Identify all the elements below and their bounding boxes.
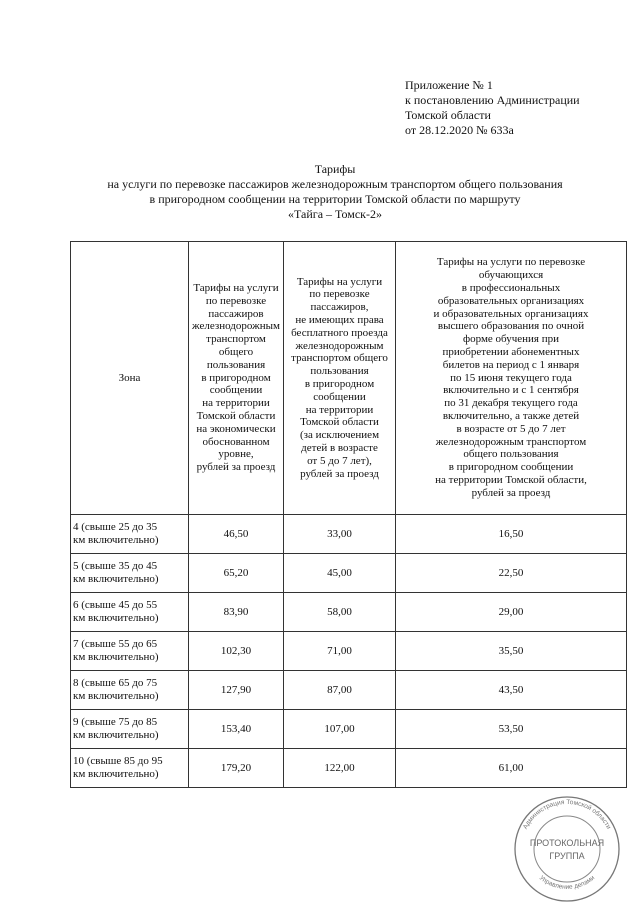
zone-cell: 8 (свыше 65 до 75 км включительно) — [71, 671, 189, 710]
table-row — [71, 632, 627, 671]
passenger-tariff-cell: 87,00 — [284, 671, 396, 710]
header-student-tariff: Тарифы на услуги по перевозке обучающихся в профессиональных образовательных организациях и образовательных организациях высшего образования по очной форме обучения при приобретении абонементных билетов на период с 1 января по 15 июня текущего года включительно и с 1 сентября по 31 декабря текущего года включительно, а также детей в возрасте от 5 до 7 лет железнодорожным транспортом общего пользования в пригородном сообщении на территории Томской области, рублей за проезд — [396, 242, 627, 515]
student-tariff-cell: 35,50 — [396, 632, 627, 671]
table-row — [71, 554, 627, 593]
zone-cell: 4 (свыше 25 до 35 км включительно) — [71, 515, 189, 554]
header-economic-tariff: Тарифы на услуги по перевозке пассажиров железнодорожным транспортом общего пользования в пригородном сообщении на территории Томской области на экономически обоснованном уровне, рублей за проезд — [189, 242, 284, 515]
zone-cell: 5 (свыше 35 до 45 км включительно) — [71, 554, 189, 593]
student-tariff-cell: 22,50 — [396, 554, 627, 593]
table-row — [71, 710, 627, 749]
header-passenger-tariff: Тарифы на услуги по перевозке пассажиров, не имеющих права бесплатного проезда железнодорожным транспортом общего пользования в пригородном сообщении на территории Томской области (за исключением детей в возрасте от 5 до 7 лет), рублей за проезд — [284, 242, 396, 515]
economic-tariff-cell: 83,90 — [189, 593, 284, 632]
student-tariff-cell: 29,00 — [396, 593, 627, 632]
zone-cell: 6 (свыше 45 до 55 км включительно) — [71, 593, 189, 632]
tariff-table — [70, 241, 627, 788]
student-tariff-cell: 61,00 — [396, 749, 627, 788]
header-zone: Зона — [71, 242, 189, 515]
table-row — [71, 749, 627, 788]
student-tariff-cell: 53,50 — [396, 710, 627, 749]
economic-tariff-cell: 153,40 — [189, 710, 284, 749]
svg-text:ГРУППА: ГРУППА — [549, 851, 585, 861]
zone-cell: 7 (свыше 55 до 65 км включительно) — [71, 632, 189, 671]
passenger-tariff-cell: 33,00 — [284, 515, 396, 554]
svg-text:Администрация Томской области: Администрация Томской области — [521, 798, 613, 831]
svg-text:Управление делами: Управление делами — [537, 874, 597, 891]
student-tariff-cell: 16,50 — [396, 515, 627, 554]
table-row — [71, 515, 627, 554]
official-stamp — [512, 796, 622, 902]
appendix-note: Приложение № 1 к постановлению Администрации Томской области от 28.12.2020 № 633а — [405, 78, 580, 137]
passenger-tariff-cell: 122,00 — [284, 749, 396, 788]
economic-tariff-cell: 179,20 — [189, 749, 284, 788]
document-title: Тарифы на услуги по перевозке пассажиров железнодорожным транспортом общего пользования в пригородном сообщении на территории Томской области по маршруту «Тайга – Томск-2» — [107, 162, 563, 221]
table-header-row — [71, 242, 627, 515]
economic-tariff-cell: 65,20 — [189, 554, 284, 593]
economic-tariff-cell: 102,30 — [189, 632, 284, 671]
table-row — [71, 593, 627, 632]
svg-text:ПРОТОКОЛЬНАЯ: ПРОТОКОЛЬНАЯ — [529, 838, 605, 848]
economic-tariff-cell: 127,90 — [189, 671, 284, 710]
zone-cell: 9 (свыше 75 до 85 км включительно) — [71, 710, 189, 749]
passenger-tariff-cell: 107,00 — [284, 710, 396, 749]
economic-tariff-cell: 46,50 — [189, 515, 284, 554]
student-tariff-cell: 43,50 — [396, 671, 627, 710]
zone-cell: 10 (свыше 85 до 95 км включительно) — [71, 749, 189, 788]
passenger-tariff-cell: 71,00 — [284, 632, 396, 671]
table-row — [71, 671, 627, 710]
passenger-tariff-cell: 45,00 — [284, 554, 396, 593]
passenger-tariff-cell: 58,00 — [284, 593, 396, 632]
